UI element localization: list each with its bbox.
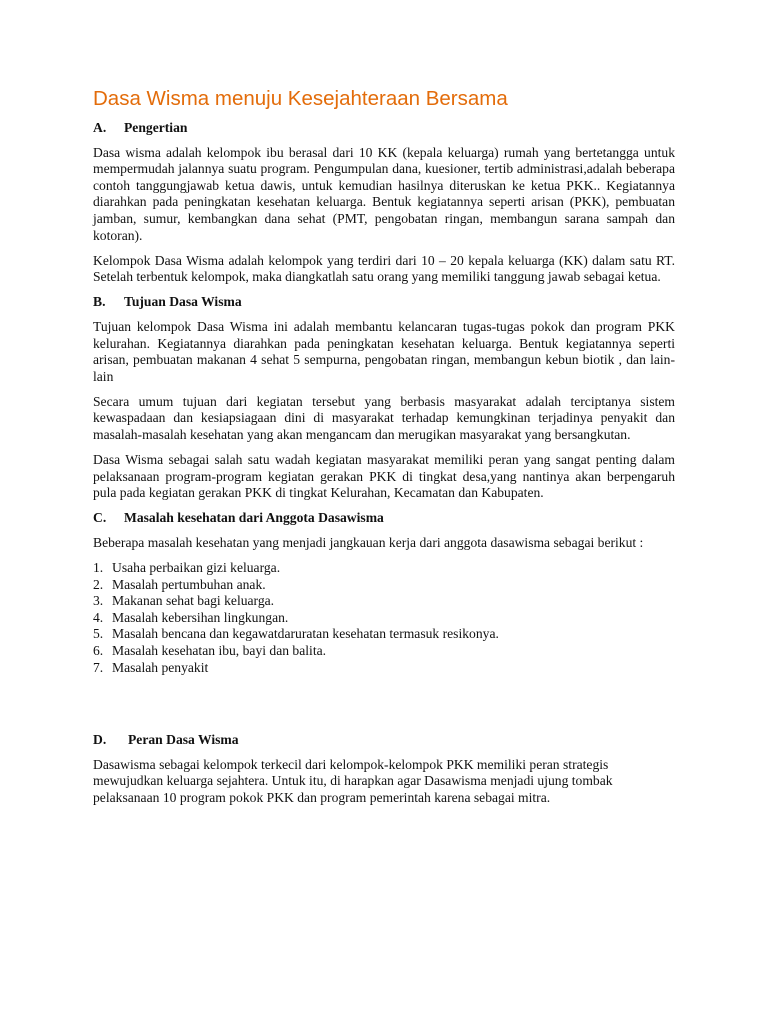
- section-spacer: [93, 676, 675, 732]
- section-a-heading: [93, 120, 675, 137]
- document-title: Dasa Wisma menuju Kesejahteraan Bersama: [93, 87, 508, 110]
- section-d-paragraph-1: Dasawisma sebagai kelompok terkecil dari kelompok-kelompok PKK memiliki peran strategis mewujudkan keluarga sejahtera. Untuk itu, di harapkan agar Dasawisma menjadi ujung tombak pelaksanaan 10 program pokok PKK dan program pemerintah karena sebagai mitra.: [93, 756, 613, 805]
- list-item: [93, 593, 675, 610]
- list-item-text: Masalah penyakit: [112, 659, 209, 675]
- section-b-paragraph-2: Secara umum tujuan dari kegiatan tersebut yang berbasis masyarakat adalah terciptanya sistem kewaspadaan dan kesiapsiagaan dini di masyarakat terhadap kemungkinan terjadinya penyakit dan masalah-masalah kesehatan yang akan mengancam dan merugikan masyarakat yang bersangkutan.: [93, 393, 675, 442]
- section-a-title: Pengertian: [124, 120, 188, 135]
- section-d-heading: [93, 732, 675, 749]
- list-item-text: Masalah pertumbuhan anak.: [112, 576, 266, 592]
- health-problem-list: [93, 560, 675, 676]
- section-c-heading: [93, 510, 675, 527]
- list-item-number: 3.: [93, 593, 104, 609]
- list-item-number: 2.: [93, 576, 104, 592]
- list-item-text: Masalah kesehatan ibu, bayi dan balita.: [112, 643, 327, 659]
- section-b-paragraph-1: Tujuan kelompok Dasa Wisma ini adalah membantu kelancaran tugas-tugas pokok dan program PKK kelurahan. Kegiatannya diarahkan pada peningkatan kesehatan keluarga. Bentuk kegiatannya seperti arisan, pembuatan makanan 4 sehat 5 sempurna, pengobatan ringan, membangun kebun biotik , dan lain-lain: [93, 318, 675, 384]
- section-c-title: Masalah kesehatan dari Anggota Dasawisma: [124, 510, 384, 526]
- list-item: [93, 610, 675, 627]
- list-item-text: Makanan sehat bagi keluarga.: [112, 593, 275, 609]
- list-item: [93, 660, 675, 677]
- list-item: [93, 643, 675, 660]
- document-page: [93, 86, 675, 815]
- section-a-letter: A.: [93, 120, 107, 135]
- section-d-letter: D.: [93, 732, 107, 748]
- section-b-letter: B.: [93, 294, 106, 310]
- list-item-text: Masalah kebersihan lingkungan.: [112, 609, 289, 625]
- list-item-number: 6.: [93, 643, 104, 659]
- section-a-paragraph-2: Kelompok Dasa Wisma adalah kelompok yang terdiri dari 10 – 20 kepala keluarga (KK) dalam satu RT. Setelah terbentuk kelompok, maka diangkatlah satu orang yang memiliki tanggung jawab sebagai ketua.: [93, 252, 675, 285]
- list-item: [93, 626, 675, 643]
- section-d-title: Peran Dasa Wisma: [128, 732, 239, 748]
- list-item-number: 7.: [93, 659, 104, 675]
- section-b-title: Tujuan Dasa Wisma: [124, 294, 242, 310]
- list-item-number: 4.: [93, 609, 104, 625]
- section-c-intro: Beberapa masalah kesehatan yang menjadi jangkauan kerja dari anggota dasawisma sebagai berikut :: [93, 534, 644, 550]
- section-a-paragraph-1: Dasa wisma adalah kelompok ibu berasal dari 10 KK (kepala keluarga) rumah yang bertetangga untuk mempermudah jalannya suatu program. Pengumpulan dana, kuesioner, tertib administrasi,adalah beberapa contoh tanggungjawab ketua dawis, untuk kemudian hasilnya diteruskan ke ketua PKK.. Kegiatannya diarahkan pada peningkatan kesehatan keluarga. Bentuk kegiatannya seperti arisan (PKK), pembuatan jamban, sumur, kembangkan dana sehat (PMT, pengobatan ringan, membangun sarana sampah dan kotoran).: [93, 144, 675, 243]
- section-c-letter: C.: [93, 510, 107, 526]
- list-item: [93, 560, 675, 577]
- list-item: [93, 577, 675, 594]
- list-item-number: 5.: [93, 626, 104, 642]
- section-b-heading: [93, 294, 675, 311]
- list-item-text: Masalah bencana dan kegawatdaruratan kesehatan termasuk resikonya.: [112, 626, 499, 642]
- list-item-number: 1.: [93, 560, 104, 576]
- section-b-paragraph-3: Dasa Wisma sebagai salah satu wadah kegiatan masyarakat memiliki peran yang sangat penting dalam pelaksanaan program-program kegiatan gerakan PKK di tingkat desa,yang nantinya akan berpengaruh pula pada kegiatan gerakan PKK di tingkat Kelurahan, Kecamatan dan Kabupaten.: [93, 452, 675, 501]
- list-item-text: Usaha perbaikan gizi keluarga.: [112, 560, 281, 576]
